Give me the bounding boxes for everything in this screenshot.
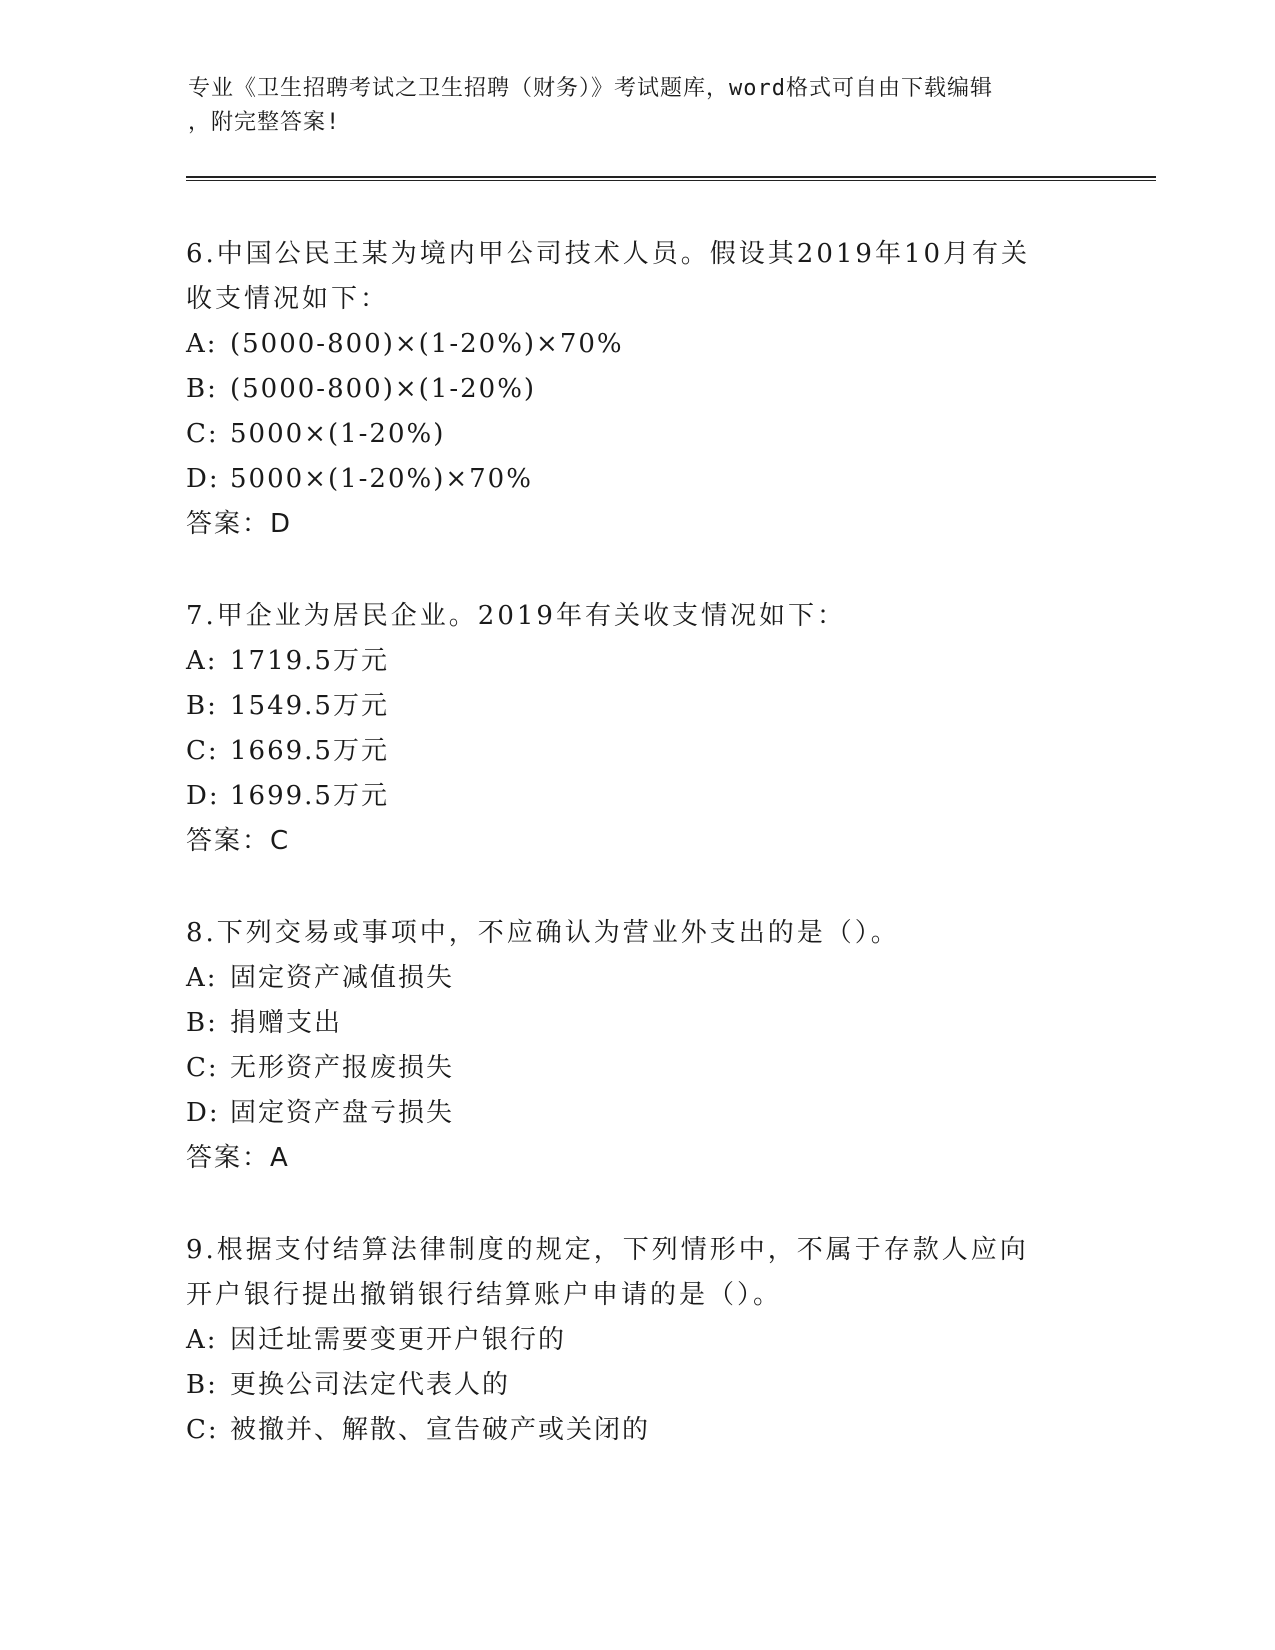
option-b xyxy=(186,1001,1146,1046)
option-d xyxy=(186,774,1146,819)
option-letter: B: xyxy=(186,1370,218,1400)
question-stem: 6.中国公民王某为境内甲公司技术人员。假设其2019年10月有关收支情况如下： xyxy=(186,239,1031,314)
option-letter: A: xyxy=(186,329,218,359)
option-letter: B: xyxy=(186,1008,218,1038)
answer-line: 答案：C xyxy=(186,826,291,856)
question-stem: 8.下列交易或事项中，不应确认为营业外支出的是（）。 xyxy=(186,918,900,948)
option-text: 1699.5万元 xyxy=(230,781,389,811)
option-text: 1549.5万元 xyxy=(230,691,389,721)
question-stem: 9.根据支付结算法律制度的规定，下列情形中，不属于存款人应向开户银行提出撤销银行结算账户申请的是（）。 xyxy=(186,1235,1029,1310)
option-letter: A: xyxy=(186,646,218,676)
document-header xyxy=(188,72,1068,140)
option-d xyxy=(186,1091,1146,1136)
option-letter: A: xyxy=(186,963,218,993)
option-text: 1669.5万元 xyxy=(230,736,389,766)
question-6 xyxy=(186,232,1146,547)
option-c xyxy=(186,412,1146,457)
option-d xyxy=(186,457,1146,502)
option-text: 固定资产减值损失 xyxy=(230,963,455,993)
option-letter: B: xyxy=(186,691,218,721)
option-letter: C: xyxy=(186,1415,219,1445)
option-b xyxy=(186,684,1146,729)
option-b xyxy=(186,367,1146,412)
option-text: 1719.5万元 xyxy=(230,646,389,676)
option-a xyxy=(186,639,1146,684)
option-a xyxy=(186,956,1146,1001)
question-9 xyxy=(186,1228,1146,1453)
header-line-1: 专业《卫生招聘考试之卫生招聘（财务）》考试题库，word格式可自由下载编辑 xyxy=(188,76,993,101)
option-text: 5000×(1-20%)×70% xyxy=(230,464,533,494)
option-text: 因迁址需要变更开户银行的 xyxy=(230,1325,567,1355)
option-a xyxy=(186,1318,1146,1363)
option-letter: D: xyxy=(186,781,220,811)
option-letter: C: xyxy=(186,419,219,449)
option-text: 捐赠支出 xyxy=(230,1008,343,1038)
option-letter: B: xyxy=(186,374,218,404)
option-letter: C: xyxy=(186,736,219,766)
option-a xyxy=(186,322,1146,367)
option-letter: C: xyxy=(186,1053,219,1083)
question-stem: 7.甲企业为居民企业。2019年有关收支情况如下： xyxy=(186,601,846,631)
option-letter: D: xyxy=(186,1098,220,1128)
option-c xyxy=(186,1046,1146,1091)
option-text: 被撤并、解散、宣告破产或关闭的 xyxy=(230,1415,651,1445)
option-c xyxy=(186,729,1146,774)
question-list xyxy=(186,232,1146,1500)
option-c xyxy=(186,1408,1146,1453)
option-text: (5000-800)×(1-20%)×70% xyxy=(230,329,624,359)
option-text: 固定资产盘亏损失 xyxy=(230,1098,455,1128)
answer-line: 答案：A xyxy=(186,1143,290,1173)
option-text: 无形资产报废损失 xyxy=(230,1053,455,1083)
header-line-2: ，附完整答案! xyxy=(188,110,341,135)
option-text: 更换公司法定代表人的 xyxy=(230,1370,511,1400)
answer-line: 答案：D xyxy=(186,509,293,539)
option-b xyxy=(186,1363,1146,1408)
option-text: (5000-800)×(1-20%) xyxy=(230,374,537,404)
option-letter: A: xyxy=(186,1325,218,1355)
question-7 xyxy=(186,594,1146,864)
header-divider xyxy=(186,176,1156,181)
option-text: 5000×(1-20%) xyxy=(230,419,446,449)
question-8 xyxy=(186,911,1146,1181)
option-letter: D: xyxy=(186,464,220,494)
